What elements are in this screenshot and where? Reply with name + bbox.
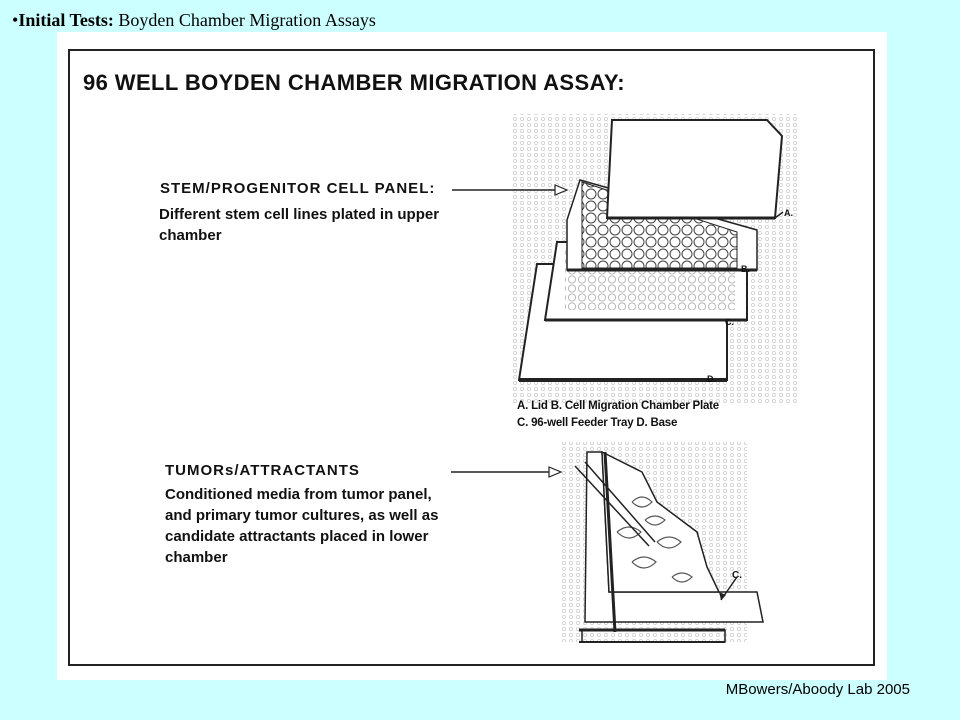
assay-illustration <box>57 32 887 680</box>
tumor-panel-line: candidate attractants placed in lower <box>165 528 429 545</box>
figure-title: 96 WELL BOYDEN CHAMBER MIGRATION ASSAY: <box>83 70 626 95</box>
tumor-panel-line: chamber <box>165 549 228 566</box>
label-c: C. <box>725 317 734 327</box>
label-a: A. <box>784 208 793 218</box>
label-d: D. <box>707 374 716 384</box>
figure-caption <box>517 398 719 432</box>
tumor-panel-line: Conditioned media from tumor panel, <box>165 486 432 503</box>
tumor-panel-heading: TUMORs/ATTRACTANTS <box>165 462 360 479</box>
caption-line: A. Lid B. Cell Migration Chamber Plate <box>517 400 719 412</box>
stem-panel-line: Different stem cell lines plated in upper <box>159 206 440 223</box>
stem-panel-line: chamber <box>159 227 222 244</box>
label-c-cross-section: C. <box>732 570 742 581</box>
credit-text: MBowers/Aboody Lab 2005 <box>725 681 910 698</box>
tumor-panel-arrow <box>451 467 561 477</box>
stem-panel-heading: STEM/PROGENITOR CELL PANEL: <box>160 180 436 197</box>
slide-header: •Initial Tests: Boyden Chamber Migration Assays <box>12 10 376 30</box>
header-text: Boyden Chamber Migration Assays <box>118 10 376 30</box>
tumor-panel-line: and primary tumor cultures, as well as <box>165 507 439 524</box>
plate-lid-a <box>607 120 783 218</box>
label-b: B. <box>741 264 750 274</box>
assay-figure <box>57 32 887 680</box>
header-label: Initial Tests: <box>18 10 114 30</box>
caption-line: C. 96-well Feeder Tray D. Base <box>517 417 678 429</box>
